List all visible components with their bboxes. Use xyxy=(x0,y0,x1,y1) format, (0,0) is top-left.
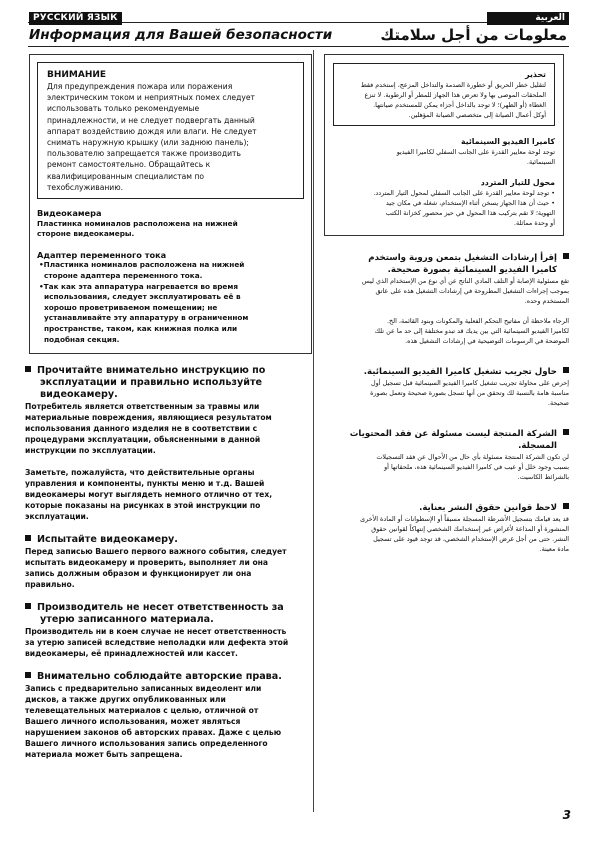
ar-section-heading: إقرأ إرشادات التشغيل بتمعن وروية واستخدم xyxy=(324,252,569,264)
ru-paragraph-line: использования данного изделия не в соответствии с xyxy=(25,424,258,434)
ru-adapter-line: использования, следует эксплуатировать её в xyxy=(44,292,241,302)
ar-warning-box xyxy=(333,63,555,126)
ar-paragraph-line: المستخدم وحده. xyxy=(524,297,569,305)
ar-paragraph-line: الرجاء ملاحظة أن مفاتيح التحكم الفعلية والمكونات وبنود القائمة، الخ. xyxy=(386,317,569,325)
ru-section-test-camera xyxy=(25,534,303,590)
ar-section-copyright xyxy=(324,502,569,554)
square-bullet-icon xyxy=(563,367,569,373)
ar-paragraph-line: مادة معينة. xyxy=(539,545,569,553)
title-rule xyxy=(28,46,569,47)
page-title-ar: معلومات من أجل سلامتك xyxy=(380,26,567,44)
ar-section-heading: حاول تجريب تشغيل كاميرا الفيديو السينمائية. xyxy=(324,366,569,378)
ru-warning-line: техобслуживанию. xyxy=(47,182,124,192)
ar-section-read-instructions xyxy=(324,252,569,346)
ru-paragraph-line: Заметьте, пожалуйста, что действительные органы xyxy=(25,468,255,478)
ar-paragraph-line: المنشورة أو المذاعة لأغراض غير إستخدامك الشخصي إنتهاكاً لقوانين حقوق xyxy=(371,525,569,533)
ru-adapter-heading: Адаптер переменного тока xyxy=(37,249,167,260)
ru-section-heading-line: утерю записанного материала. xyxy=(40,614,214,626)
ru-camera-line: Пластинка номиналов расположена на нижней xyxy=(37,218,238,228)
ru-adapter-line: •Так как эта аппаратура нагревается во время xyxy=(39,281,239,291)
ar-paragraph-line: تقع مسئولية الإصابة أو التلف المادي الناتج عن أي نوع من الإستخدام الذي ليس xyxy=(361,277,569,285)
ru-section-heading: Внимательно соблюдайте авторские права. xyxy=(25,671,303,683)
ru-section-heading-line: видеокамеру. xyxy=(40,389,118,401)
ar-adapter-block xyxy=(333,177,555,228)
ar-paragraph-line: بالشرائط الكاسيت. xyxy=(517,473,569,481)
ru-adapter-line: устанавливайте эту аппаратуру в ограниченном xyxy=(44,313,249,323)
ru-paragraph-line: видеокамеры, её принадлежностей или кассет. xyxy=(25,649,238,659)
ar-section-heading-line: كاميرا الفيديو السينمائية بصورة صحيحة. xyxy=(387,265,557,275)
language-label-ar: العربية xyxy=(487,12,569,25)
ru-warning-line: пользователю запрещается также производить xyxy=(47,149,241,159)
ru-warning-line: электрическим током и неприятных помех следует xyxy=(47,93,255,103)
ar-paragraph-line: بموجب إجراءات التشغيل المطروحة في إرشادات التشغيل هذه على عاتق xyxy=(375,287,569,295)
ru-warning-line: использовать только рекомендуемые xyxy=(47,104,200,114)
ru-warning-line: принадлежности, и не следует подвергать данный xyxy=(47,115,255,125)
square-bullet-icon xyxy=(25,672,31,678)
ar-paragraph-line: صحيحة. xyxy=(547,399,569,407)
ru-paragraph-line: телевещательных материалов с целью, отличной от xyxy=(25,706,259,716)
ar-section-heading-line: المسجلة. xyxy=(518,441,557,451)
ru-caution-panel xyxy=(29,54,312,354)
ru-paragraph-line: Потребитель является ответственным за травмы или xyxy=(25,402,260,412)
ar-column xyxy=(324,50,569,554)
ar-section-heading: الشركة المنتجة ليست مسئولة عن فقد المحتويات xyxy=(324,428,569,440)
ar-camera-line: السينمائية. xyxy=(526,158,555,166)
ru-paragraph-line: которые показаны на рисунках в этой инструкции по xyxy=(25,501,261,511)
ar-paragraph-line: بسبب وجود خلل أو عيب في كاميرا الفيديو السينمائية هذه، ملحقاتها أو xyxy=(384,463,569,471)
ru-camera-line: стороне видеокамеры. xyxy=(37,229,135,239)
ru-paragraph-line: дисков, а также других опубликованных или xyxy=(25,695,226,705)
ru-warning-text xyxy=(47,81,296,193)
ru-section-read-instructions xyxy=(25,365,303,522)
ar-paragraph-line: النشر. حتى من أجل غرض الإستخدام الشخصي، قد توجد قيود على تسجيل xyxy=(373,535,569,543)
ar-warning-line: الملحقات الموصى بها ولا تعرض هذا الجهاز للمطر أو الرطوبة. لا تنزع xyxy=(364,91,546,99)
ar-warning-line: لتقليل خطر الحريق أو خطورة الصدمة والتداخل المزعج، إستخدم فقط xyxy=(360,81,546,89)
ru-adapter-line: пространстве, таком, как книжная полка или xyxy=(44,323,238,333)
ru-section-liability xyxy=(25,602,303,659)
ru-paragraph-line: эксплуатации. xyxy=(25,512,89,522)
ar-adapter-line: أو وحدة مماثلة. xyxy=(513,219,555,227)
ru-warning-line: снимать наружную крышку (или заднюю панель); xyxy=(47,138,249,148)
ru-paragraph-line: управления и компоненты, пункты меню и т.д. Вашей xyxy=(25,479,265,489)
ru-camera-heading: Видеокамера xyxy=(37,208,102,219)
ru-paragraph-line: за утерю записей вследствие неполадки или дефекта этой xyxy=(25,638,289,648)
ar-adapter-heading: محول للتيار المتردد xyxy=(480,178,555,187)
ru-paragraph-line: Перед записью Вашего первого важного события, следует xyxy=(25,547,287,557)
ar-camera-line: توجد لوحة معايير القدرة على الجانب السفلي لكاميرا الفيديو xyxy=(396,148,555,156)
ar-camera-block xyxy=(333,136,555,167)
ar-paragraph-line: قد يعد قيامك بتسجيل الأشرطة المسجلة مسبقاً أو الإسطوانات أو المادة الأخرى xyxy=(360,515,569,523)
ar-section-liability xyxy=(324,428,569,482)
ru-paragraph-line: Вашего личного использования, может являться xyxy=(25,717,241,727)
ru-adapter-line: стороне адаптера переменного тока. xyxy=(44,271,203,280)
ru-warning-line: ремонт самостоятельно. Обращайтесь к xyxy=(47,160,211,170)
ru-camera-block xyxy=(37,208,304,240)
ar-paragraph-line: مناسبة هامة بالنسبة لك وتحقق من أنها تسجل بصورة صحيحة وتعمل بصورة xyxy=(370,389,569,397)
ru-warning-title: ВНИМАНИЕ xyxy=(47,70,107,80)
ar-warning-line: الغطاء (أو الظهر)؛ لا توجد بالداخل أجزاء يمكن للمستخدم صيانتها. xyxy=(373,101,546,109)
ru-paragraph-line: испытать видеокамеру и проверить, выполняет ли она xyxy=(25,558,269,568)
ar-caution-panel xyxy=(324,54,564,236)
ru-paragraph-line: инструкции по эксплуатации. xyxy=(25,446,156,456)
ru-section-heading-line: эксплуатации и правильно используйте xyxy=(40,377,263,389)
ar-warning-line: أوكل أعمال الصيانة إلى متخصصي الصيانة المؤهلين. xyxy=(408,111,546,119)
ru-paragraph-line: запись должным образом и функционирует ли она xyxy=(25,569,252,579)
ru-adapter-line: •Пластинка номиналов расположена на нижней xyxy=(39,260,245,270)
page-number: 3 xyxy=(562,808,571,822)
ru-paragraph-line: Производитель ни в коем случае не несет ответственность xyxy=(25,627,287,637)
ru-section-heading: Производитель не несет ответственность за xyxy=(25,602,303,614)
ru-paragraph-line: Вашего личного использования запись определенного xyxy=(25,739,268,749)
ar-adapter-line: التهوية؛ لا تقم بتركيب هذا المحول في حيز محصور كخزانة الكتب xyxy=(385,209,555,217)
ru-paragraph-line: материальные повреждения, являющиеся результатом xyxy=(25,413,272,423)
ru-column xyxy=(20,50,303,760)
ar-paragraph-line: لن تكون الشركة المنتجة مسئولة بأي حال من الأحوال عن فقد التسجيلات xyxy=(376,453,569,461)
ar-adapter-line: • توجد لوحة معايير القدرة على الجانب السفلي لمحول التيار المتردد. xyxy=(373,189,555,197)
ru-paragraph-line: нарушением законов об авторских правах. Даже с целью xyxy=(25,728,282,738)
square-bullet-icon xyxy=(563,503,569,509)
ru-warning-line: аппарат воздействию дождя или влаги. Не следует xyxy=(47,126,257,136)
ar-paragraph-line: إحرص على محاولة تجريب تشغيل كاميرا الفيديو السينمائية قبل تسجيل أول xyxy=(370,379,569,387)
column-divider xyxy=(313,50,314,812)
ru-section-heading: Прочитайте внимательно инструкцию по xyxy=(25,365,303,377)
ru-paragraph-line: правильно. xyxy=(25,580,75,590)
ar-paragraph-line: لكاميرا الفيديو السينمائية التي بين يديك قد تبدو مختلفة إلى حد ما عن تلك xyxy=(374,327,569,335)
ru-adapter-line: хорошо проветриваемом помещении; не xyxy=(44,302,218,312)
square-bullet-icon xyxy=(25,366,31,372)
ar-section-heading: لاحظ قوانين حقوق النشر بعناية. xyxy=(324,502,569,514)
square-bullet-icon xyxy=(25,603,31,609)
square-bullet-icon xyxy=(563,253,569,259)
ru-section-heading: Испытайте видеокамеру. xyxy=(25,534,303,546)
language-label-ru: РУССКИЙ ЯЗЫК xyxy=(29,12,122,25)
ar-section-test-camera xyxy=(324,366,569,408)
ru-section-copyright xyxy=(25,671,303,760)
ru-paragraph-line: видеокамеры могут выглядеть немного отлично от тех, xyxy=(25,490,273,500)
square-bullet-icon xyxy=(563,429,569,435)
ar-adapter-line: • حيث أن هذا الجهاز يسخن أثناء الإستخدام، شغله في مكان جيد xyxy=(385,199,555,207)
ru-warning-line: квалифицированным специалистам по xyxy=(47,171,205,181)
ru-paragraph-line: Запись с предварительно записанных видеолент или xyxy=(25,684,262,694)
page-title-ru: Информация для Вашей безопасности xyxy=(29,27,333,43)
ru-adapter-block xyxy=(37,250,304,345)
ru-warning-box xyxy=(37,62,304,199)
ru-paragraph-line: материала может быть запрещена. xyxy=(25,750,183,760)
ar-camera-heading: كاميرا الفيديو السينمائية xyxy=(460,137,555,146)
ru-warning-line: Для предупреждения пожара или поражения xyxy=(47,82,233,91)
ru-paragraph-line: процедурами эксплуатации, обьясненными в данной xyxy=(25,435,261,445)
ar-paragraph-line: الموضحة في الرسومات التوضيحية في إرشادات التشغيل هذه. xyxy=(405,337,569,345)
ar-warning-title: تحذير xyxy=(525,70,546,79)
ru-adapter-line: подобная секция. xyxy=(44,334,120,344)
square-bullet-icon xyxy=(25,535,31,541)
